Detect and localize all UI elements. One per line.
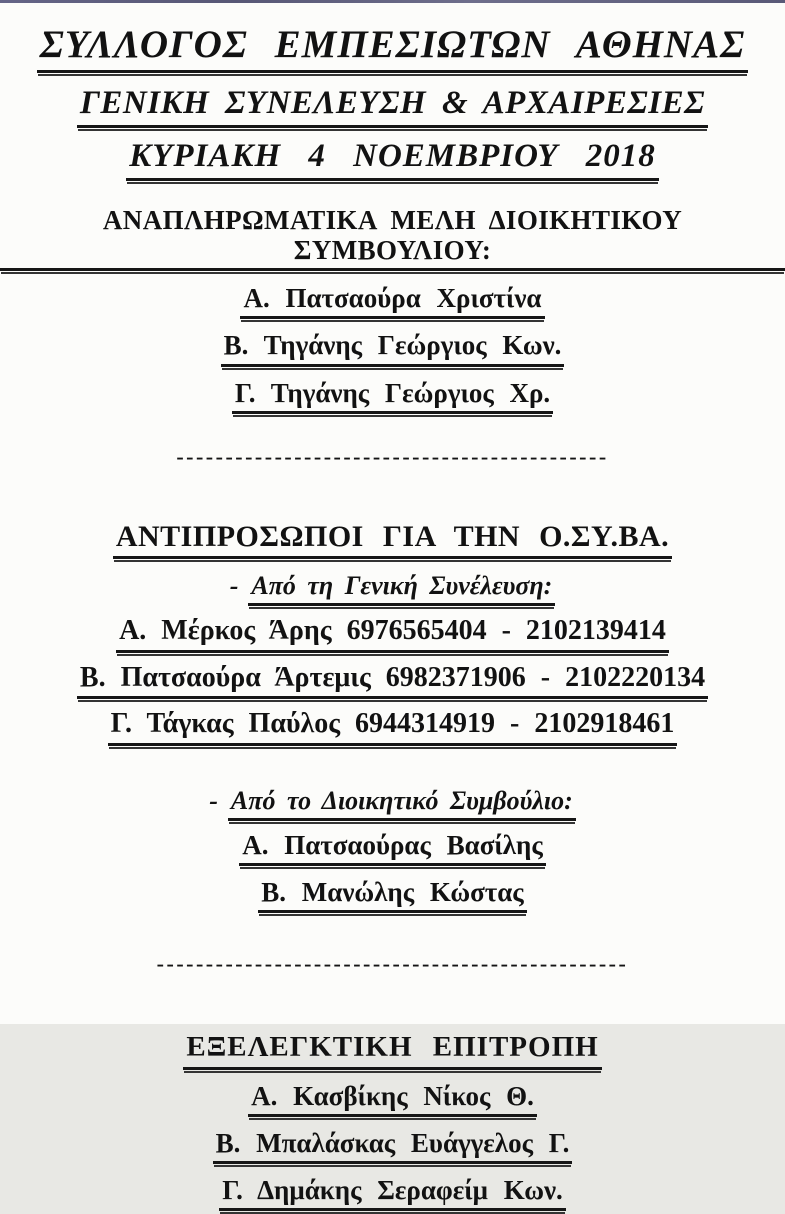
- board-representative-2: Β. Μανώλης Κώστας: [258, 877, 526, 913]
- alternates-heading-text: ΑΝΑΠΛΗΡΩΜΑΤΙΚΑ ΜΕΛΗ ΔΙΟΙΚΗΤΙΚΟΥ ΣΥΜΒΟΥΛΙΟΥ:: [0, 205, 785, 271]
- from-general-assembly-text: Από τη Γενική Συνέλευση:: [248, 571, 555, 606]
- list-item: [0, 1175, 785, 1211]
- list-item: [0, 283, 785, 319]
- alternate-member-1: Α. Πατσαούρα Χριστίνα: [240, 283, 544, 319]
- ga-representative-3: Γ. Τάγκας Παύλος 6944314919 - 2102918461: [108, 708, 678, 745]
- audit-member-2: Β. Μπαλάσκας Ευάγγελος Γ.: [213, 1128, 573, 1164]
- alternate-member-3: Γ. Τηγάνης Γεώργιος Χρ.: [232, 378, 553, 414]
- from-board-label: [0, 786, 785, 821]
- audit-committee-heading: [0, 1031, 785, 1069]
- list-item: [0, 830, 785, 866]
- association-title-text: ΣΥΛΛΟΓΟΣ ΕΜΠΕΣΙΩΤΩΝ ΑΘΗΝΑΣ: [37, 23, 749, 73]
- list-dash: -: [229, 571, 239, 601]
- audit-committee-heading-text: ΕΞΕΛΕΓΚΤΙΚΗ ΕΠΙΤΡΟΠΗ: [183, 1031, 601, 1069]
- association-title: [0, 22, 785, 73]
- list-item: [0, 1128, 785, 1164]
- event-subtitle: [0, 85, 785, 128]
- event-date: [0, 138, 785, 181]
- list-item: [0, 662, 785, 699]
- scan-edge-artifact: [0, 0, 785, 3]
- list-item: [0, 615, 785, 652]
- from-board-text: Από το Διοικητικό Συμβούλιο:: [228, 786, 576, 821]
- event-date-text: ΚΥΡΙΑΚΗ 4 ΝΟΕΜΒΡΙΟΥ 2018: [126, 138, 658, 181]
- dashed-divider-1: --------------------------------------------: [176, 443, 609, 469]
- list-dash: -: [209, 785, 218, 815]
- list-item: [0, 708, 785, 745]
- list-item: [0, 378, 785, 414]
- ga-representative-2: Β. Πατσαούρα Άρτεμις 6982371906 - 2102220134: [77, 662, 708, 699]
- from-general-assembly-label: [0, 571, 785, 606]
- audit-member-1: Α. Κασβίκης Νίκος Θ.: [248, 1081, 537, 1117]
- representatives-heading: [0, 520, 785, 560]
- ga-representative-1: Α. Μέρκος Άρης 6976565404 - 2102139414: [116, 615, 669, 652]
- alternates-heading: [0, 205, 785, 271]
- dashed-divider-2: ------------------------------------------------: [156, 951, 629, 977]
- list-item: [0, 1081, 785, 1117]
- audit-member-3: Γ. Δημάκης Σεραφείμ Κων.: [219, 1175, 566, 1211]
- alternate-member-2: Β. Τηγάνης Γεώργιος Κων.: [221, 330, 565, 366]
- event-subtitle-text: ΓΕΝΙΚΗ ΣΥΝΕΛΕΥΣΗ & ΑΡΧΑΙΡΕΣΙΕΣ: [77, 85, 708, 128]
- representatives-heading-text: ΑΝΤΙΠΡΟΣΩΠΟΙ ΓΙΑ ΤΗΝ Ο.ΣΥ.ΒΑ.: [113, 520, 672, 560]
- board-representative-1: Α. Πατσαούρας Βασίλης: [239, 830, 546, 866]
- list-item: [0, 330, 785, 366]
- list-item: [0, 877, 785, 913]
